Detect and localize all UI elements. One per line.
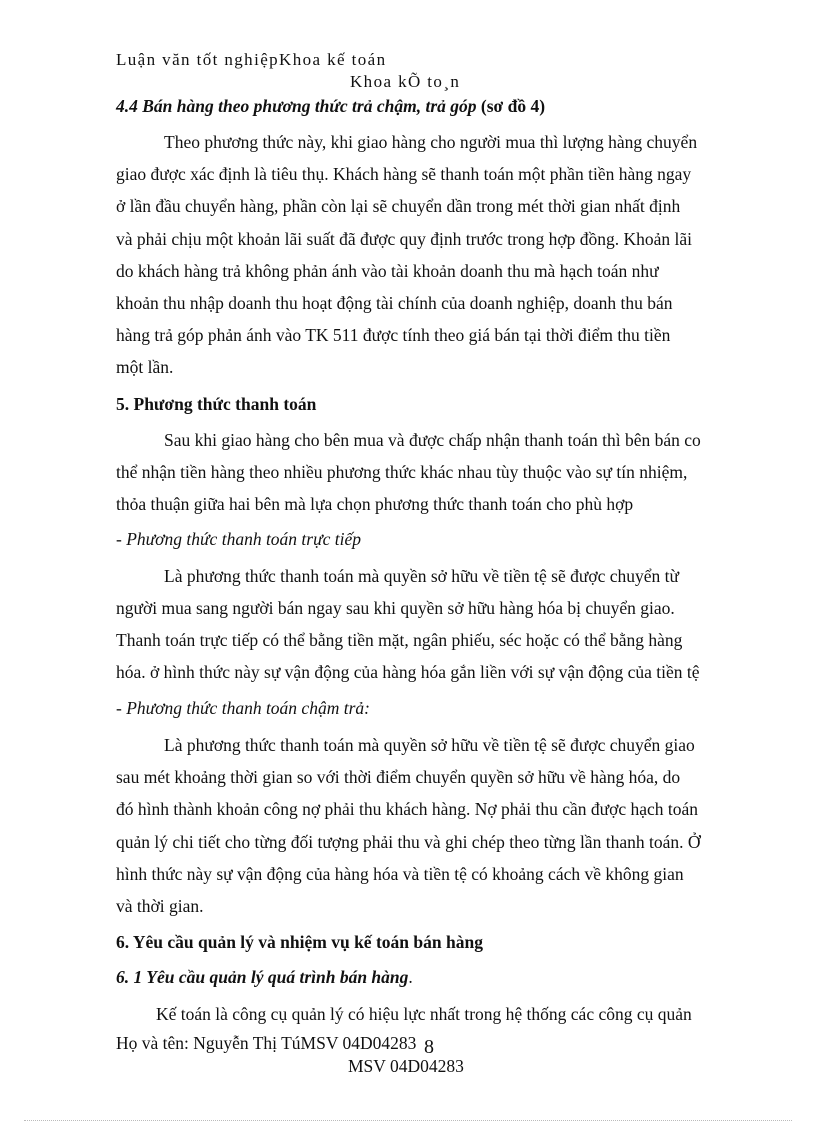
subsection-deferred-payment: - Phương thức thanh toán chậm trả: (116, 698, 370, 718)
paragraph-line: khoản thu nhập doanh thu hoạt động tài chính của doanh nghiệp, doanh thu bán (116, 293, 673, 313)
paragraph-line: quản lý chi tiết cho từng đối tượng phải thu và ghi chép theo từng lần thanh toán. Ở (116, 832, 701, 852)
paragraph-line: một lần. (116, 357, 174, 377)
paragraph-line: Kế toán là công cụ quản lý có hiệu lực nhất trong hệ thống các công cụ quản (156, 1004, 692, 1024)
section-4-4-suffix: (sơ đồ 4) (476, 96, 546, 116)
section-6-heading: 6. Yêu cầu quản lý và nhiệm vụ kế toán bán hàng (116, 932, 483, 952)
paragraph-line: Sau khi giao hàng cho bên mua và được chấp nhận thanh toán thì bên bán co (164, 430, 701, 450)
page-boundary-divider (24, 1120, 792, 1121)
paragraph-line: ở lần đầu chuyển hàng, phần còn lại sẽ chuyển dần trong mét thời gian nhất định (116, 196, 681, 216)
subsection-direct-payment: - Phương thức thanh toán trực tiếp (116, 529, 362, 549)
paragraph-line: và thời gian. (116, 896, 204, 916)
paragraph-line: hóa. ở hình thức này sự vận động của hàng hóa gắn liền với sự vận động của tiền tệ (116, 662, 700, 682)
paragraph-line: do khách hàng trả không phản ánh vào tài khoản doanh thu mà hạch toán như (116, 261, 659, 281)
running-header: Luận văn tốt nghiệpKhoa kế toán (116, 50, 387, 69)
section-6-1-title: 6. 1 Yêu cầu quản lý quá trình bán hàng (116, 967, 409, 987)
paragraph-line: Là phương thức thanh toán mà quyền sở hữu về tiền tệ sẽ được chuyển giao (164, 735, 695, 755)
page-number: 8 (424, 1036, 434, 1058)
paragraph-line: hàng trả góp phản ánh vào TK 511 được tính theo giá bán tại thời điểm thu tiền (116, 325, 671, 345)
paragraph-line: và phải chịu một khoản lãi suất đã được quy định trước trong hợp đồng. Khoản lãi (116, 229, 692, 249)
paragraph-line: Là phương thức thanh toán mà quyền sở hữu về tiền tệ sẽ được chuyển từ (164, 566, 679, 586)
paragraph-line: Theo phương thức này, khi giao hàng cho người mua thì lượng hàng chuyển (164, 132, 698, 152)
paragraph-line: thể nhận tiền hàng theo nhiều phương thức khác nhau tùy thuộc vào sự tín nhiệm, (116, 462, 688, 482)
section-6-1-period: . (408, 967, 413, 987)
paragraph-line: hình thức này sự vận động của hàng hóa và tiền tệ có khoảng cách về không gian (116, 864, 684, 884)
footer-author: Họ và tên: Nguyễn Thị TúMSV 04D04283 (116, 1033, 417, 1053)
footer-student-id: MSV 04D04283 (348, 1056, 464, 1076)
paragraph-line: Thanh toán trực tiếp có thể bằng tiền mặt, ngân phiếu, séc hoặc có thể bằng hàng (116, 630, 683, 650)
section-4-4-title: 4.4 Bán hàng theo phương thức trả chậm, trả góp (116, 96, 477, 116)
running-header-garbled: Khoa kÕ to¸n (350, 72, 461, 91)
section-6-1-heading (116, 967, 413, 988)
section-5-heading: 5. Phương thức thanh toán (116, 394, 317, 414)
paragraph-line: sau mét khoảng thời gian so với thời điểm chuyển quyền sở hữu về hàng hóa, do (116, 767, 681, 787)
paragraph-line: người mua sang người bán ngay sau khi quyền sở hữu hàng hóa bị chuyển giao. (116, 598, 675, 618)
paragraph-line: thỏa thuận giữa hai bên mà lựa chọn phương thức thanh toán cho phù hợp (116, 494, 634, 514)
section-4-4-heading (116, 96, 545, 117)
paragraph-line: đó hình thành khoản công nợ phải thu khách hàng. Nợ phải thu cần được hạch toán (116, 799, 699, 819)
paragraph-line: giao được xác định là tiêu thụ. Khách hàng sẽ thanh toán một phần tiền hàng ngay (116, 164, 692, 184)
